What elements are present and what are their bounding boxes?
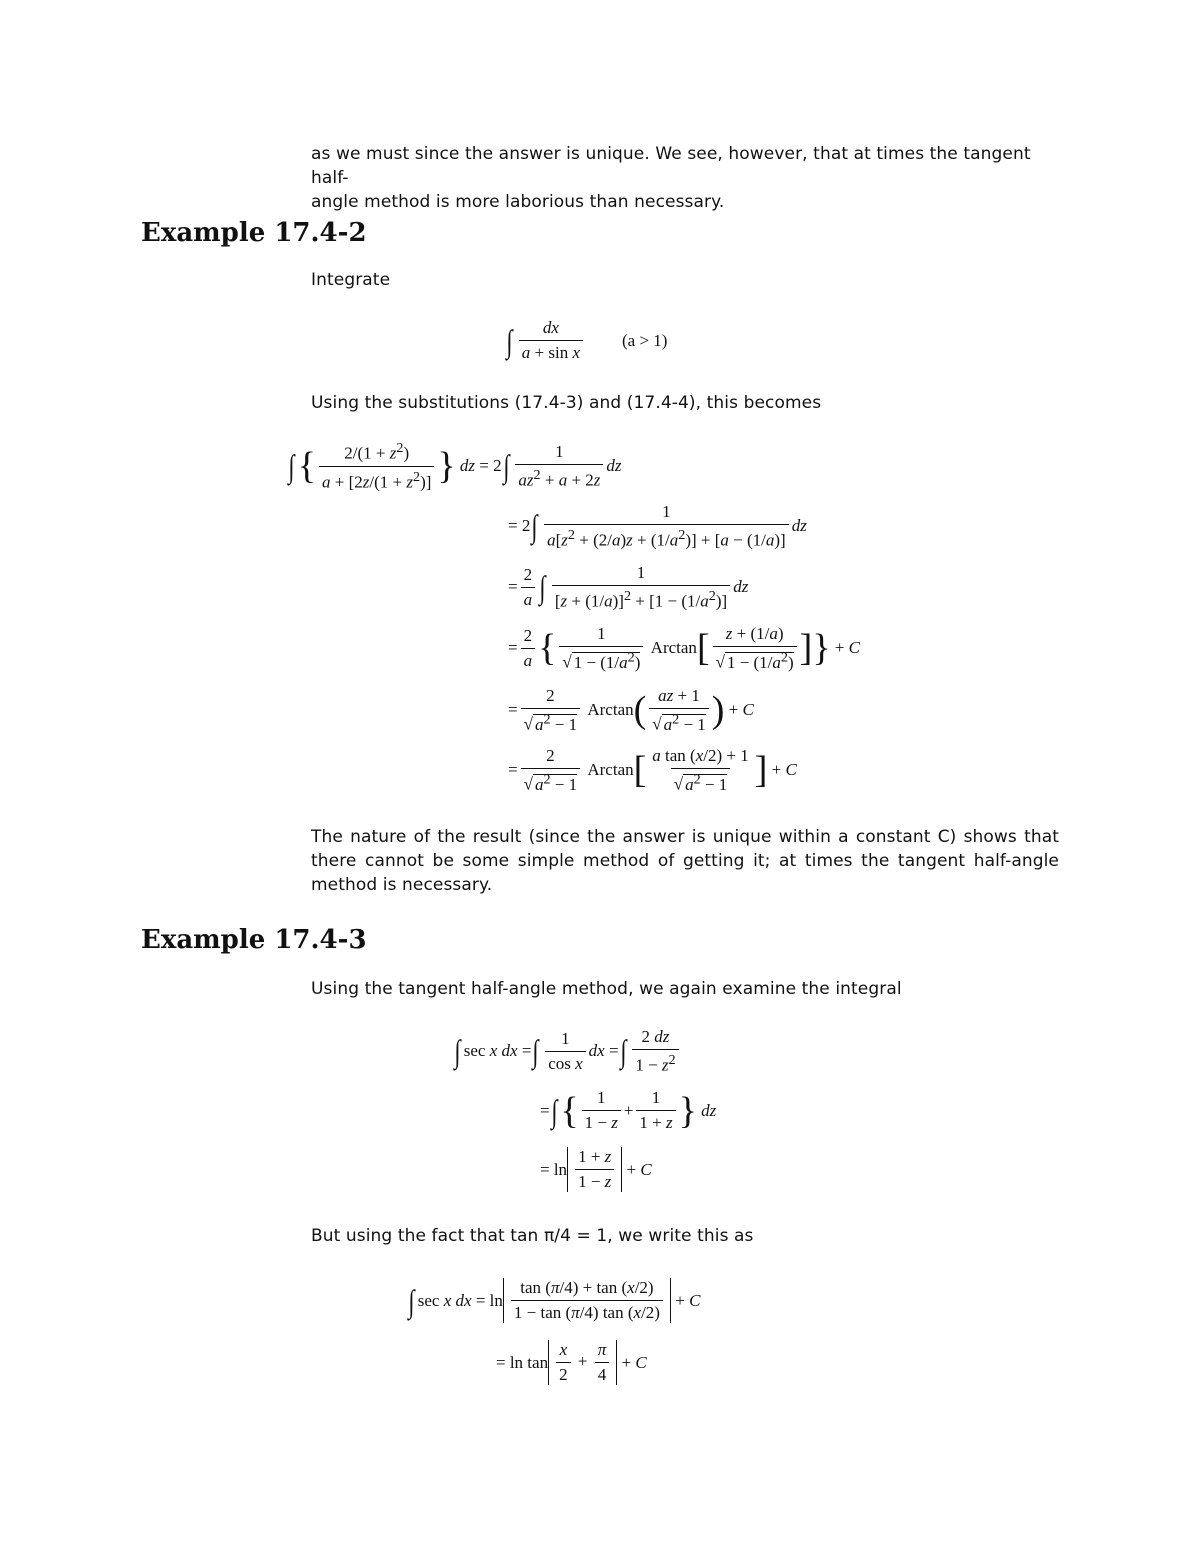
example-2-conclusion: The nature of the result (since the answer is unique within a constant C) shows that there cannot be some simple method of getting it; at times the tangent half-angle method is necessary. xyxy=(311,827,1059,895)
secant-line-5: = ln tan $\frac{x}{2}$ + $\frac{\pi}{4}$ + C xyxy=(496,1340,647,1384)
derivation-line-5: = $\frac{2}{√ a^2 - 1}$ Arctan ( $\frac{az + 1}{√ a^2 - 1}$ ) + C xyxy=(508,686,754,734)
example-3-heading: Example 17.4-3 xyxy=(141,925,367,955)
example-2-substitution-text: Using the substitutions (17.4-3) and (17.4-4), this becomes xyxy=(311,393,822,413)
secant-line-2: = ∫ { $\frac{1}{1 - z}$ + $\frac{1}{1 + z}$ } dz xyxy=(540,1088,717,1132)
derivation-line-2: = 2 ∫ $\frac{1}{a[z^2 + (2/a)z + (1/a^2)] + [a - (1/a)]}$ dz xyxy=(508,502,807,550)
derivation-line-6: = $\frac{2}{√ a^2 - 1}$ Arctan [ $\frac{\text{a tan (x/2) + 1}}{√ a^2 - 1}$ ] + C xyxy=(508,746,797,794)
intro-line-1: as we must since the answer is unique. We see, however, that at times the tangent half- xyxy=(311,144,1031,188)
example-3-fact-text: But using the fact that tan π/4 = 1, we write this as xyxy=(311,1226,754,1246)
example-3-intro: Using the tangent half-angle method, we again examine the integral xyxy=(311,979,902,999)
secant-line-1: ∫ sec x dx = ∫ $\frac{1}{\text{cos x}}$ dx = ∫ $\frac{2 dz}{1 - z^2}$ xyxy=(453,1027,682,1076)
intro-paragraph xyxy=(311,142,1059,214)
integral-equation-1: ∫ $\frac{dx}{\text{a + sin x}}$ (a > 1) xyxy=(506,318,668,362)
condition-text: (a > 1) xyxy=(622,330,668,350)
secant-line-3: = ln $\frac{1 + z}{1 - z}$ + C xyxy=(540,1147,652,1191)
derivation-line-4: = $\frac{2}{a}$ { $\frac{1}{√ 1 - (1/a^2)}$ Arctan [ $\frac{z + (1/a)}{√ 1 - (1/a^2)}$ ]} + C xyxy=(508,624,861,672)
derivation-line-1: ∫ { $\frac{2/(1 + z^2)}{a + [2z/(1 + z^2)]}$ } dz = 2 ∫ $\frac{1}{az^2 + a + 2z}$ dz xyxy=(288,440,622,492)
example-2-prompt: Integrate xyxy=(311,270,391,290)
derivation-line-3: = $\frac{2}{a}$ ∫ $\frac{1}{[z + (1/a)]^2 + [1 - (1/a^2)]}$ dz xyxy=(508,563,749,611)
intro-line-2: angle method is more laborious than necessary. xyxy=(311,192,725,212)
example-2-heading: Example 17.4-2 xyxy=(141,218,367,248)
secant-line-4: ∫ sec x dx = ln $\frac{\tan (\pi/4) + \tan (x/2)}{1 - \tan (\pi/4) \tan (x/2)}$ + C xyxy=(408,1278,701,1322)
